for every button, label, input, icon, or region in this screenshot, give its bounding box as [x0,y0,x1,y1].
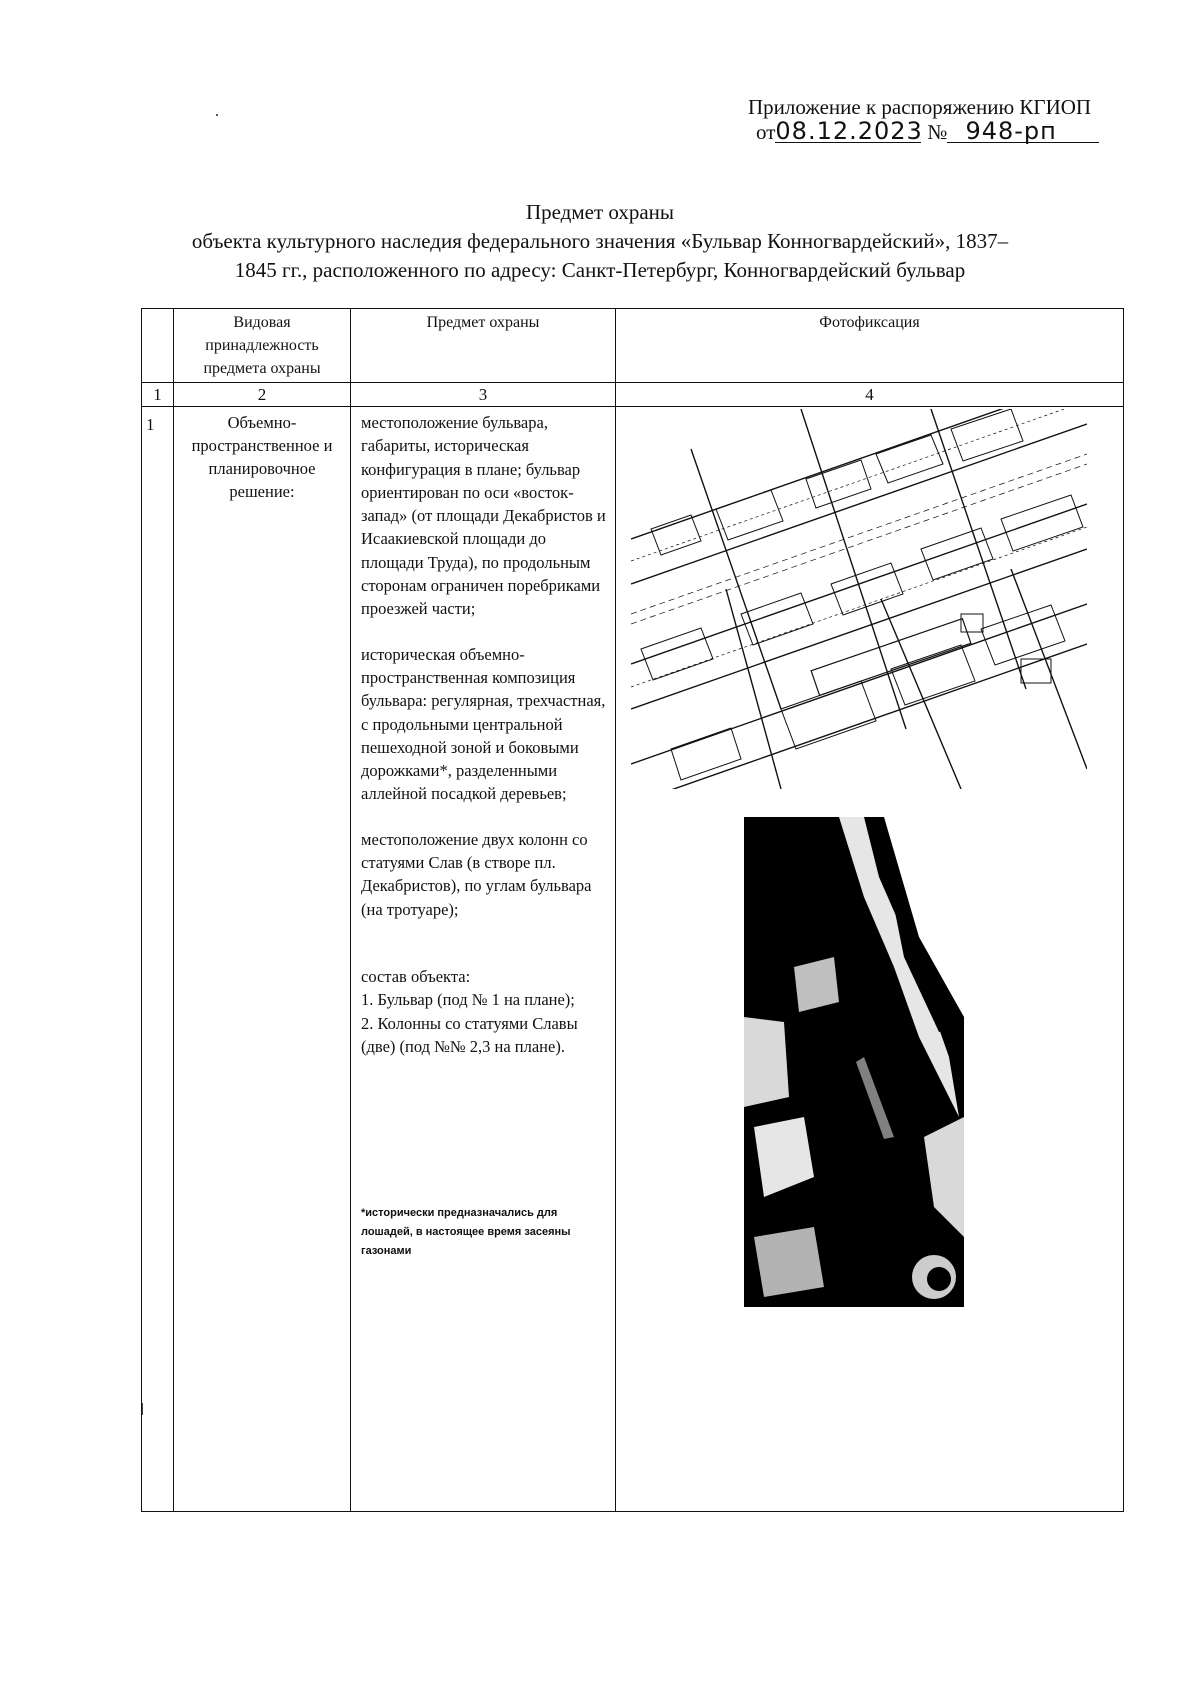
header-type: Видовая принадлежность предмета охраны [174,309,351,383]
title-line-3: 1845 гг., расположенного по адресу: Санкт-Петербург, Конногвардейский бульвар [234,258,966,282]
photo-cell [616,407,1124,1512]
appendix-heading: Приложение к распоряжению КГИОП [748,95,1092,119]
order-number: 948-рп [947,120,1099,143]
document-title [100,198,1100,285]
column-number: 2 [174,383,351,407]
aerial-photo-image [744,817,964,1307]
header-photo: Фотофиксация [616,309,1124,383]
scan-artifact [142,1403,143,1415]
title-line-1: Предмет охраны [525,200,675,224]
order-date-number-line [756,117,1099,145]
header-index [142,309,174,383]
subject-paragraph: местоположение двух колонн со статуями Слав (в створе пл. Декабристов), по углам бульвара (на тротуаре); [361,829,592,919]
table-numbering-row [142,383,1124,407]
table-row [142,407,1124,1512]
scan-speck [216,114,218,116]
subject-paragraph: местоположение бульвара, габариты, историческая конфигурация в плане; бульвар ориентирован по оси «восток-запад» (от площади Декабристов и Исаакиевской площади до площади Труда), по продольным сторонам ограничен поребриками проезжей части; [361,413,606,619]
footnote: *исторически предназначались для лошадей, в настоящее время засеяны газонами [361,1207,571,1258]
date-prefix: от [756,120,776,144]
table-header-row [142,309,1124,383]
subject-paragraph: историческая объемно-пространственная композиция бульвара: регулярная, трехчастная, с продольными центральной пешеходной зоной и боковыми дорожками*, разделенными аллейной посадкой деревьев; [361,644,606,804]
subject-cell [351,407,616,1512]
protection-subject-table [141,308,1124,1512]
column-number: 3 [351,383,616,407]
title-line-2: объекта культурного наследия федерального значения «Бульвар Конногвардейский», 1837– [191,229,1009,253]
order-date: 08.12.2023 [775,117,923,145]
column-number: 4 [616,383,1124,407]
composition-title: состав объекта: [361,966,471,986]
row-index: 1 [142,407,174,1512]
cadastral-plan-image [631,409,1087,789]
number-sign: № [927,120,948,144]
column-number: 1 [142,383,174,407]
type-cell: Объемно-пространственное и планировочное решение: [174,407,351,1512]
composition-item: 1. Бульвар (под № 1 на плане); [361,990,575,1010]
header-subject: Предмет охраны [351,309,616,383]
composition-item: 2. Колонны со статуями Славы (две) (под №№ 2,3 на плане). [361,1013,578,1056]
